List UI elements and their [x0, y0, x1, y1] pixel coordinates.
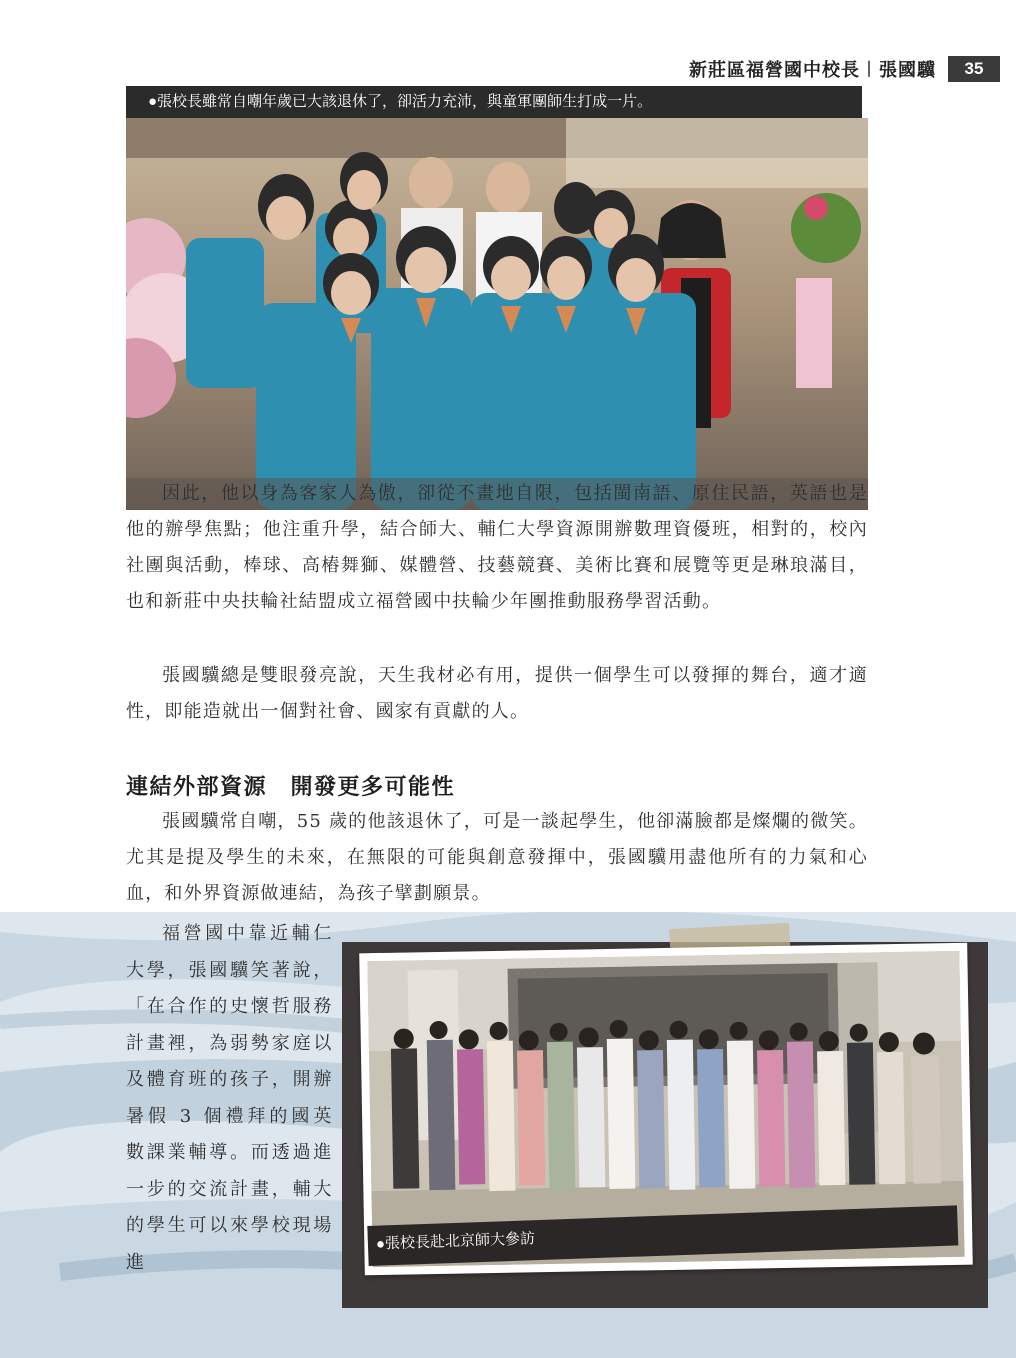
paragraph-1: 因此，他以身為客家人為傲，卻從不畫地自限，包括閩南語、原住民語，英語也是他的辦學焦點；他注重升學，結合師大、輔仁大學資源開辦數理資優班，相對的，校內社團與活動，棒球、高樁舞獅、媒體營、技藝競賽、美術比賽和展覽等更是琳琅滿目，也和新莊中央扶輪社結盟成立福營國中扶輪少年團推動服務學習活動。: [126, 483, 868, 612]
photo-caption-bottom: ●張校長赴北京師大參訪: [367, 1205, 958, 1266]
running-header: [660, 56, 1000, 82]
paragraph-3: 張國驥常自嘲，55 歲的他該退休了，可是一談起學生，他卻滿臉都是燦爛的微笑。尤其是提及學生的未來，在無限的可能與創意發揮中，張國驥用盡他所有的力氣和心血，和外界資源做連結，為孩子擘劃願景。: [126, 811, 868, 904]
scout-group-illustration: [126, 118, 868, 510]
scout-group-photo: [126, 118, 868, 510]
page-number: 35: [948, 56, 1000, 82]
header-title: 新莊區福營國中校長︱張國驥: [689, 60, 936, 81]
photo-caption-top: ●張校長雖常自嘲年歲已大該退休了，卻活力充沛，與童軍團師生打成一片。: [126, 86, 862, 118]
paragraph-2: 張國驥總是雙眼發亮說，天生我材必有用，提供一個學生可以發揮的舞台，適才適性，即能造就出一個對社會、國家有貢獻的人。: [126, 665, 868, 722]
paragraph-4: 福營國中靠近輔仁大學，張國驥笑著說，「在合作的史懷哲服務計畫裡，為弱勢家庭以及體育班的孩子，開辦暑假 3 個禮拜的國英數課業輔導。而透過進一步的交流計畫，輔大的學生可以來學校現場進: [126, 923, 334, 1273]
section-heading: 連結外部資源 開發更多可能性: [126, 774, 456, 800]
